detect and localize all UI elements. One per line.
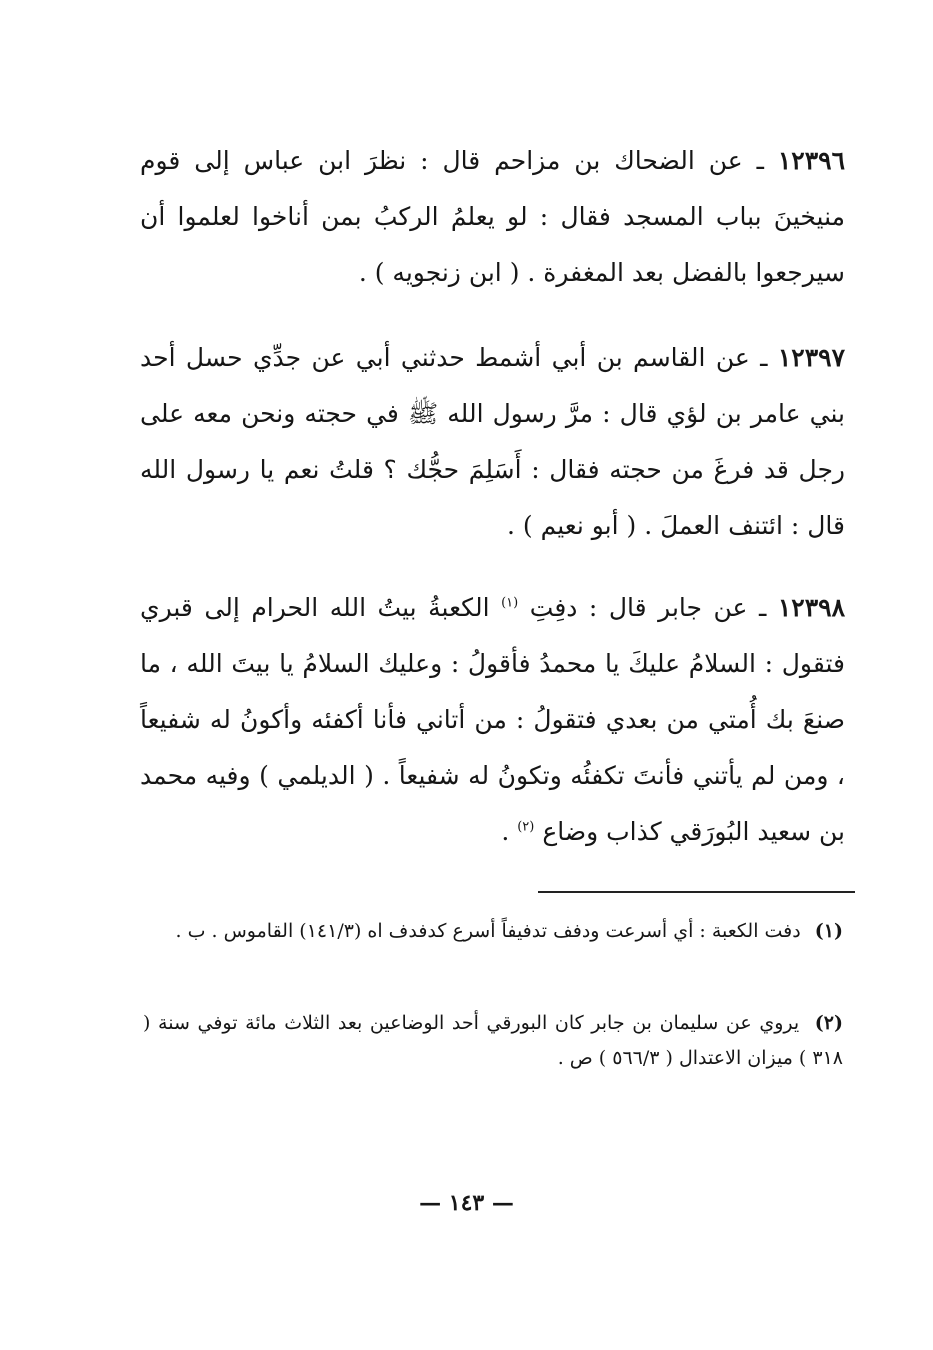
entry-text: ـ عن القاسم بن أبي أشمط حدثني أبي عن جدِّي حسل أحد بني عامر بن لؤي قال : مرَّ رسول الله ﷺ في حجته ونحن معه على رجل قد فرغَ من حجته فقال : أَسَلِمَ حجُّك ؟ قلتُ نعم يا رسول الله قال : ائتنف العملَ . ( أبو نعيم ) . <box>140 343 845 540</box>
hadith-entry-12396 <box>140 133 845 301</box>
hadith-entry-12398 <box>140 580 845 860</box>
entry-number: ١٢٣٩٧ <box>777 343 845 372</box>
footnote-1 <box>143 914 843 949</box>
entry-number: ١٢٣٩٨ <box>777 593 846 622</box>
hadith-entry-12397 <box>140 330 845 554</box>
footnote-label: (٢) <box>814 1012 844 1034</box>
footnote-text: دفت الكعبة : أي أسرعت ودفف تدفيفاً أسرع كدفدف اه (١٤١/٣) القاموس . ب . <box>175 920 801 942</box>
footnote-text: يروي عن سليمان بن جابر كان البورقي أحد الوضاعين بعد الثلاث مائة توفي سنة ( ٣١٨ ) ميزان الاعتدال ( ٥٦٦/٣ ) ص . <box>143 1012 843 1069</box>
footnote-label: (١) <box>814 920 843 942</box>
entry-text: الكعبةُ بيتُ الله الحرام إلى قبري فتقول : السلامُ عليكَ يا محمدُ فأقولُ : وعليك السلامُ يا بيتَ الله ، ما صنعَ بك أُمتي من بعدي فتقولُ : من أتاني فأنا أكفئه وأكونُ له شفيعاً ، ومن لم يأتني فأنتَ تكفئُه وتكونُ له شفيعاً . ( الديلمي ) وفيه محمد بن سعيد البُورَقي كذاب وضاع <box>140 593 845 846</box>
footnote-reference-1: (١) <box>501 595 519 611</box>
footnote-2 <box>143 1006 843 1076</box>
page-number: — ١٤٣ — <box>419 1190 514 1216</box>
entry-text: ـ عن جابر قال : دفِتِ <box>529 593 767 622</box>
footnote-separator <box>538 891 855 893</box>
entry-number: ١٢٣٩٦ <box>777 146 845 175</box>
footnote-reference-2: (٢) <box>517 819 535 835</box>
entry-text: ـ عن الضحاك بن مزاحم قال : نظرَ ابن عباس إلى قوم منيخينَ بباب المسجد فقال : لو يعلمُ الركبُ بمن أناخوا لعلموا أن سيرجعوا بالفضل بعد المغفرة . ( ابن زنجويه ) . <box>140 146 845 287</box>
entry-text: . <box>501 817 510 846</box>
